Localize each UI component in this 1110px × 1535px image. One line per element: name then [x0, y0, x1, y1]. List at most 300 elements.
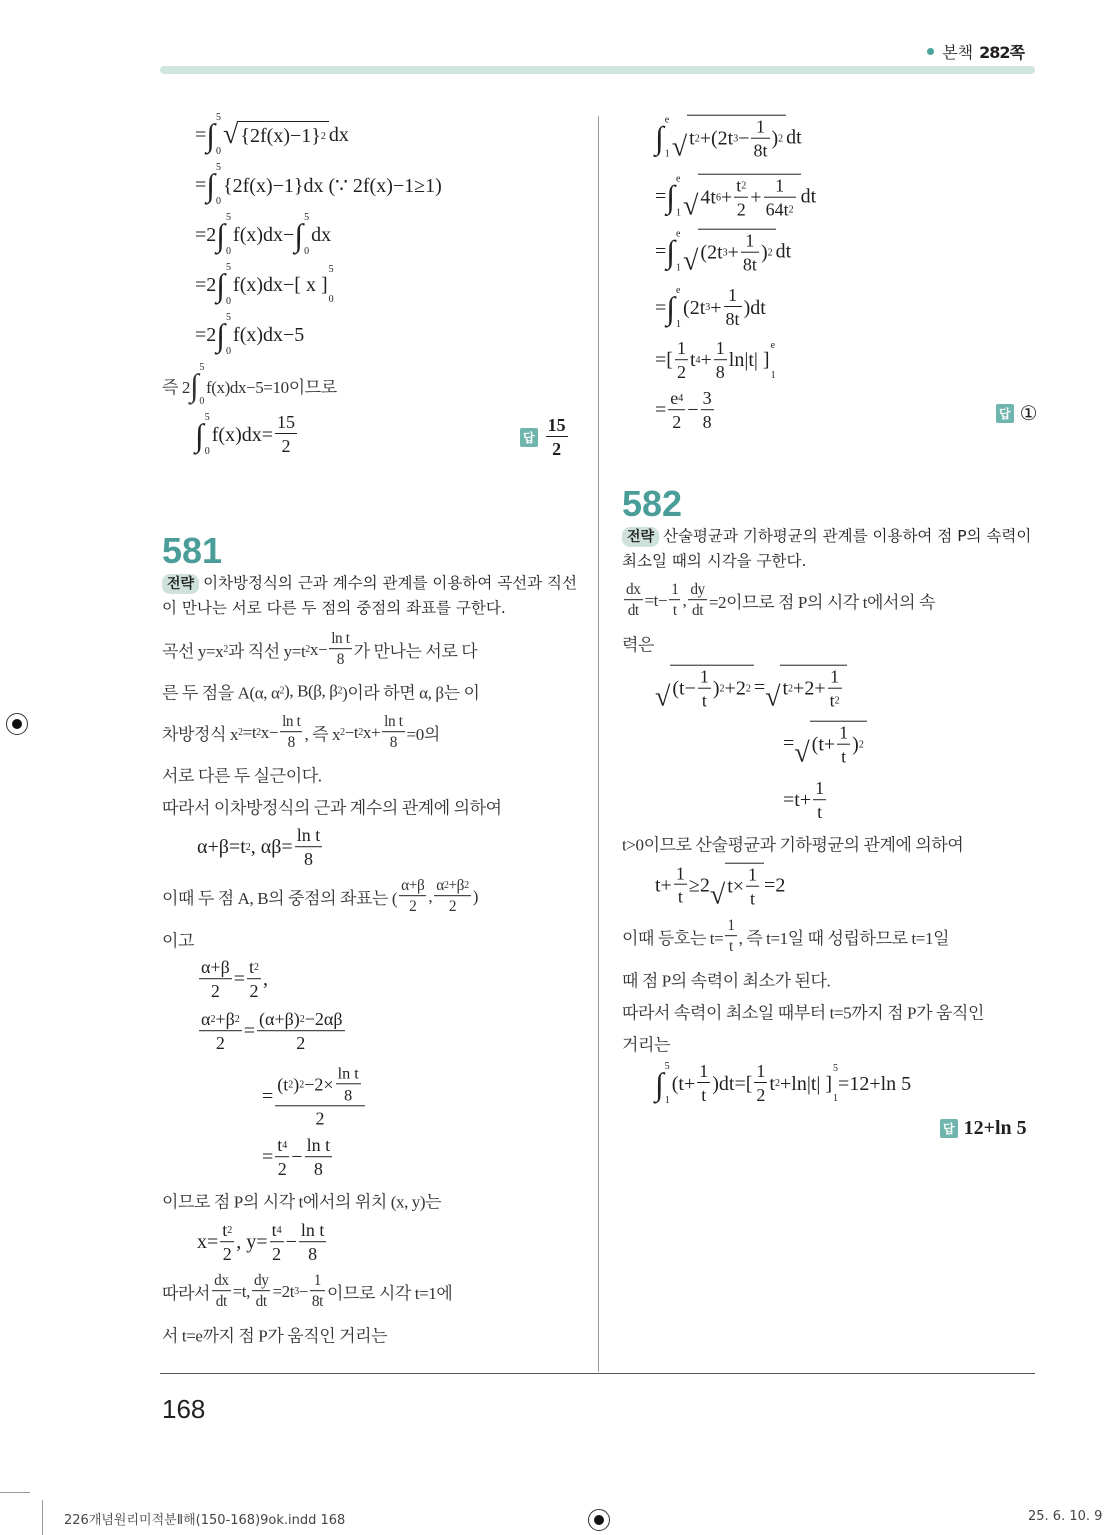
- math-line: [197, 826, 324, 870]
- fraction: [701, 389, 714, 433]
- text-fragment: =2: [195, 273, 217, 296]
- integral-sign-icon: ∫: [666, 234, 676, 270]
- denominator: [724, 306, 742, 330]
- text-line: [162, 631, 477, 669]
- lower-limit: 0: [226, 296, 232, 307]
- superscript: 2: [288, 1079, 294, 1091]
- evaluation-limits: [771, 341, 776, 381]
- superscript: 2: [340, 727, 345, 738]
- text-fragment: 4t: [700, 187, 716, 209]
- integral-limits: [205, 413, 210, 457]
- text-fragment: =t−: [644, 591, 668, 610]
- text-line: [622, 999, 984, 1024]
- denominator: [275, 1156, 289, 1180]
- text-fragment: 1: [675, 863, 685, 884]
- numerator: [828, 668, 841, 688]
- text-fragment: −: [291, 1146, 303, 1169]
- numerator: [336, 1065, 361, 1083]
- fraction: [199, 1010, 242, 1054]
- book-label: 본책: [942, 43, 974, 62]
- text-fragment: t: [701, 690, 707, 711]
- page-reference: [927, 40, 1024, 63]
- text-fragment: t: [249, 957, 255, 978]
- text-fragment: 8t: [753, 140, 768, 161]
- text-fragment: 1: [699, 666, 709, 687]
- text-fragment: x−: [260, 723, 279, 742]
- denominator: [746, 886, 759, 910]
- denominator: [764, 197, 796, 221]
- integral-sign-icon: ∫: [189, 367, 199, 403]
- denominator: [305, 1156, 333, 1180]
- fraction: [813, 779, 826, 823]
- text-fragment: 8t: [725, 309, 740, 329]
- upper-limit: 5: [328, 264, 334, 275]
- fraction: [257, 1010, 344, 1054]
- text-fragment: +2: [724, 678, 746, 700]
- text-line: [162, 762, 322, 787]
- fraction: [310, 1273, 325, 1311]
- answer-value: ①: [1019, 403, 1038, 425]
- superscript: 6: [715, 192, 721, 204]
- text-fragment: ln|t| ]: [728, 349, 770, 372]
- numerator: [270, 1221, 284, 1241]
- text-fragment: dy: [253, 1272, 269, 1290]
- numerator: [252, 1273, 271, 1290]
- denominator: [688, 599, 707, 620]
- text-fragment: =: [262, 1146, 274, 1169]
- upper-limit: 5: [226, 262, 232, 273]
- math-line: [195, 163, 442, 207]
- bottom-rule: [160, 1373, 1035, 1374]
- text-fragment: ,: [682, 591, 687, 610]
- text-fragment: −2αβ: [304, 1009, 343, 1030]
- text-fragment: =2: [195, 323, 217, 346]
- text-fragment: 서 t=e까지 점 P가 움직인 거리는: [162, 1326, 388, 1346]
- strategy-text: 산술평균과 기하평균의 관계를 이용하여 점 P의 속력이 최소일 때의 시각을 구한다.: [622, 527, 1032, 570]
- integral: [216, 213, 231, 257]
- fraction: [199, 958, 232, 1002]
- upper-limit: 5: [664, 1061, 670, 1072]
- text-fragment: α+β: [201, 957, 230, 978]
- math-line: [197, 1010, 347, 1054]
- text-fragment: 2: [672, 412, 682, 432]
- superscript: 2: [223, 644, 228, 655]
- text-fragment: =12+ln 5: [838, 1072, 912, 1095]
- text-fragment: t: [817, 802, 823, 822]
- text-fragment: =0의: [406, 725, 440, 745]
- lower-limit: 0: [199, 396, 204, 407]
- denominator: [310, 1290, 325, 1311]
- integral: [666, 175, 681, 219]
- text-fragment: +ln|t| ]: [779, 1072, 833, 1095]
- denominator: [257, 1030, 344, 1054]
- text-fragment: t: [829, 690, 835, 711]
- math-line: [655, 229, 791, 276]
- denominator: [270, 1241, 284, 1265]
- superscript: 2: [774, 1078, 780, 1089]
- integral: [655, 116, 670, 160]
- superscript: 2: [443, 880, 449, 892]
- text-line: [162, 1188, 441, 1213]
- text-fragment: 력은: [622, 635, 655, 655]
- square-root: [683, 229, 776, 276]
- text-fragment: f(x)dx−: [233, 223, 295, 246]
- text-fragment: 곡선 y=x: [162, 642, 224, 662]
- denominator: [280, 731, 302, 752]
- text-fragment: 1: [728, 285, 738, 306]
- text-fragment: 이므로 점 P의 시각 t에서의 위치 (x, y)는: [162, 1192, 442, 1212]
- fraction: [746, 866, 759, 910]
- superscript: 4: [695, 355, 701, 366]
- integral: [294, 213, 309, 257]
- fraction: [688, 582, 707, 620]
- strategy-text: 이차방정식의 근과 계수의 관계를 이용하여 곡선과 직선이 만나는 서로 다른 두 점의 중점의 좌표를 구한다.: [162, 574, 578, 617]
- numerator: [669, 582, 680, 599]
- text-fragment: dx: [214, 1272, 229, 1290]
- lower-limit: 0: [328, 294, 334, 305]
- denominator: [725, 935, 736, 956]
- header-bar: [160, 66, 1035, 74]
- page-number: 168: [162, 1394, 206, 1424]
- fraction: [220, 1221, 234, 1265]
- text-fragment: 8: [702, 412, 712, 432]
- fraction: [247, 958, 261, 1002]
- registration-mark-icon: [588, 1509, 610, 1531]
- answer-value: 12+ln 5: [963, 1117, 1027, 1139]
- text-fragment: =2: [195, 223, 217, 246]
- text-line: [622, 582, 935, 620]
- text-fragment: =[: [655, 349, 673, 372]
- math-line: [195, 313, 304, 357]
- text-fragment: t>0이므로 산술평균과 기하평균의 관계에 의하여: [622, 835, 964, 855]
- text-fragment: x−: [309, 640, 328, 659]
- fraction: [212, 1273, 231, 1311]
- text-fragment: +: [750, 187, 762, 209]
- fraction: [336, 1065, 361, 1105]
- text-fragment: α: [201, 1009, 211, 1030]
- denominator: [675, 359, 688, 383]
- text-fragment: (t+: [811, 734, 836, 756]
- square-root: [672, 115, 786, 162]
- denominator: [668, 409, 685, 433]
- math-line: [655, 665, 847, 712]
- denominator: [329, 648, 351, 669]
- text-fragment: 1: [839, 722, 849, 743]
- numerator: [199, 958, 232, 978]
- text-fragment: t: [672, 602, 677, 619]
- text-line: [622, 631, 654, 656]
- superscript: 3: [705, 302, 711, 313]
- denominator: [624, 599, 643, 620]
- superscript: 2: [767, 247, 773, 259]
- radical-icon: √: [671, 131, 688, 163]
- fraction: [697, 1062, 710, 1106]
- radicand: [670, 665, 753, 712]
- answer-badge: 답: [940, 1119, 958, 1138]
- fraction: [329, 631, 351, 669]
- text-fragment: 2: [409, 898, 417, 915]
- denominator: [674, 884, 687, 908]
- superscript: 2: [778, 133, 784, 145]
- text-fragment: ): [771, 128, 779, 150]
- integral-sign-icon: ∫: [655, 1066, 664, 1102]
- square-root: [223, 121, 329, 149]
- superscript: 2: [745, 683, 751, 695]
- superscript: 2: [719, 683, 725, 695]
- text-fragment: t: [689, 128, 695, 150]
- text-fragment: dt: [786, 126, 802, 149]
- fraction: [674, 864, 687, 908]
- text-fragment: dt: [255, 1293, 267, 1310]
- text-line: [162, 1273, 452, 1311]
- numerator: [725, 918, 736, 935]
- text-fragment: α+β: [401, 877, 425, 895]
- text-fragment: )이라 하면 α, β는 이: [342, 683, 480, 703]
- denominator: [828, 688, 842, 712]
- integral-sign-icon: ∫: [666, 290, 676, 326]
- numerator: [754, 1062, 767, 1082]
- text-fragment: ln t: [300, 1220, 325, 1241]
- fraction: [295, 826, 323, 870]
- square-root: [765, 665, 847, 712]
- text-fragment: , αβ=: [250, 836, 293, 859]
- text-fragment: ): [293, 1074, 300, 1095]
- text-fragment: dx: [311, 223, 332, 246]
- text-fragment: (t+: [671, 1072, 696, 1095]
- numerator: [220, 1221, 234, 1241]
- text-fragment: =2: [764, 874, 786, 897]
- superscript: 2: [834, 695, 840, 707]
- text-fragment: 8: [303, 849, 313, 869]
- radical-icon: √: [683, 190, 699, 222]
- fraction: [280, 714, 302, 752]
- text-fragment: 8: [389, 734, 397, 751]
- text-line: [622, 918, 949, 956]
- superscript: 2: [858, 739, 864, 751]
- text-fragment: (2t: [700, 242, 723, 264]
- square-root: [655, 665, 754, 712]
- radical-icon: √: [765, 681, 781, 713]
- radicand: [810, 721, 867, 768]
- text-fragment: 2: [296, 1033, 306, 1053]
- denominator: [698, 688, 711, 712]
- text-fragment: 따라서 속력이 최소일 때부터 t=5까지 점 P가 움직인: [622, 1003, 985, 1023]
- text-fragment: f(x)dx−5=10이므로: [205, 377, 337, 397]
- denominator: [434, 895, 470, 916]
- text-line: [162, 878, 478, 916]
- text-fragment: =t+: [783, 789, 812, 812]
- denominator: [199, 978, 232, 1002]
- text-fragment: , 즉 t=1일 때 성립하므로 t=1일: [738, 929, 950, 949]
- numerator: [247, 958, 261, 978]
- denominator: [252, 1290, 271, 1311]
- superscript: 4: [678, 393, 684, 405]
- numerator: [734, 177, 748, 197]
- text-fragment: dx: [626, 581, 641, 599]
- lower-limit: 1: [664, 149, 670, 160]
- math-line: [783, 779, 828, 823]
- text-fragment: f(x)dx−[ x ]: [233, 273, 328, 296]
- math-line: [655, 115, 802, 162]
- radical-icon: √: [794, 737, 810, 769]
- radical-icon: √: [709, 879, 726, 911]
- text-fragment: t: [750, 888, 756, 909]
- text-fragment: ,: [428, 887, 433, 906]
- numerator: [813, 779, 826, 799]
- numerator: [773, 177, 786, 197]
- denominator: [701, 409, 714, 433]
- fraction: [675, 339, 688, 383]
- text-fragment: ≥2: [688, 874, 710, 897]
- text-fragment: )dt=[: [712, 1072, 753, 1095]
- evaluation-limits: [329, 265, 334, 305]
- text-fragment: 2: [281, 436, 291, 456]
- text-fragment: t: [782, 678, 789, 700]
- superscript: 2: [238, 727, 243, 738]
- text-fragment: 8: [287, 734, 295, 751]
- lower-limit: 0: [216, 146, 222, 157]
- denominator: [741, 252, 759, 276]
- upper-limit: e: [770, 340, 776, 351]
- text-fragment: 8: [308, 1244, 318, 1264]
- text-fragment: ): [712, 678, 720, 700]
- integral-sign-icon: ∫: [294, 217, 304, 253]
- math-line: [195, 263, 334, 307]
- numerator: [668, 389, 685, 409]
- text-fragment: )dt: [743, 296, 766, 319]
- numerator: [312, 1273, 323, 1290]
- registration-mark-icon: [6, 713, 28, 735]
- integral-limits: [676, 230, 681, 274]
- text-fragment: 2: [756, 1085, 766, 1105]
- numerator: [546, 416, 568, 436]
- superscript: 2: [279, 685, 285, 696]
- superscript: 3: [294, 1286, 299, 1297]
- text-fragment: 1: [755, 116, 765, 137]
- denominator: [714, 359, 727, 383]
- text-fragment: 15: [277, 412, 296, 433]
- text-fragment: 이고: [162, 931, 195, 951]
- text-fragment: ), B(β, β: [284, 681, 338, 700]
- fraction: [546, 416, 568, 460]
- text-fragment: 1: [699, 1061, 709, 1082]
- text-fragment: =: [243, 1020, 256, 1043]
- superscript: 4: [282, 1140, 288, 1152]
- superscript: 2: [299, 1079, 305, 1091]
- denominator: [199, 1030, 242, 1054]
- math-line: [783, 721, 867, 768]
- integral: [216, 313, 231, 357]
- math-line: [655, 1062, 911, 1106]
- numerator: [688, 582, 707, 599]
- text-fragment: 이때 두 점 A, B의 중점의 좌표는 (: [162, 889, 398, 909]
- superscript: 3: [733, 133, 739, 145]
- numerator: [837, 724, 850, 744]
- denominator: [295, 846, 323, 870]
- integral-limits: [676, 286, 681, 330]
- text-fragment: , 즉 x: [304, 725, 341, 745]
- text-fragment: t: [769, 1072, 775, 1095]
- superscript: 3: [722, 247, 728, 259]
- lower-limit: 1: [676, 319, 682, 330]
- upper-limit: e: [676, 229, 681, 240]
- denominator: [220, 1241, 234, 1265]
- denominator: [669, 599, 680, 620]
- text-line: [162, 794, 502, 819]
- answer-badge: 답: [996, 404, 1014, 423]
- denominator: [275, 1105, 364, 1129]
- text-fragment: t: [277, 1135, 283, 1156]
- text-fragment: 가 만나는 서로 다: [353, 642, 478, 662]
- text-fragment: 2: [215, 1033, 225, 1053]
- numerator: [299, 1221, 327, 1241]
- text-fragment: −2×: [304, 1074, 334, 1095]
- text-fragment: =: [655, 240, 667, 263]
- integral: [666, 230, 681, 274]
- text-fragment: t: [222, 1220, 228, 1241]
- integral: [655, 1062, 670, 1106]
- text-fragment: 1: [745, 230, 755, 251]
- integral-limits: [226, 313, 231, 357]
- crop-mark: [42, 1500, 43, 1535]
- superscript: 2: [464, 880, 469, 892]
- text-fragment: 따라서 이차방정식의 근과 계수의 관계에 의하여: [162, 798, 502, 818]
- footer-file: 226개념원리미적분Ⅱ해(150-168)9ok.indd 168: [64, 1513, 346, 1528]
- integral: [206, 163, 221, 207]
- superscript: 2: [227, 1225, 233, 1237]
- math-line: [655, 174, 816, 221]
- fraction: [837, 724, 850, 768]
- text-fragment: =2이므로 점 P의 시각 t에서의 속: [708, 593, 935, 613]
- superscript: 2: [741, 180, 747, 192]
- text-fragment: 15: [547, 415, 566, 435]
- fraction: [669, 582, 680, 620]
- denominator: [754, 1082, 767, 1106]
- text-fragment: dt: [215, 1293, 227, 1310]
- upper-limit: 5: [304, 212, 310, 223]
- fraction: [434, 878, 470, 916]
- upper-limit: 5: [216, 112, 222, 123]
- integral-limits: [665, 1062, 670, 1106]
- text-fragment: =: [655, 185, 667, 208]
- math-line: [262, 1136, 334, 1180]
- text-fragment: 2: [277, 1159, 287, 1179]
- text-fragment: 2: [210, 981, 220, 1001]
- radicand: [780, 665, 846, 712]
- text-fragment: dy: [690, 581, 705, 599]
- fraction: [724, 286, 742, 330]
- text-fragment: (t−: [672, 678, 696, 700]
- denominator: [299, 1241, 327, 1265]
- text-fragment: −t: [344, 723, 359, 742]
- answer-badge: 답: [520, 428, 538, 447]
- crop-mark: [0, 1492, 30, 1493]
- text-fragment: 8t: [742, 254, 757, 275]
- upper-limit: 5: [226, 212, 232, 223]
- fraction: [382, 714, 404, 752]
- superscript: 2: [694, 133, 700, 145]
- text-fragment: dt: [692, 602, 704, 619]
- upper-limit: e: [664, 115, 670, 126]
- text-fragment: 1: [775, 175, 785, 196]
- text-line: [162, 1322, 387, 1347]
- denominator: [751, 138, 769, 162]
- text-fragment: =: [195, 173, 207, 196]
- upper-limit: 5: [833, 1063, 839, 1074]
- text-fragment: =: [195, 123, 207, 146]
- answer-581: [996, 401, 1038, 426]
- integral-limits: [216, 163, 221, 207]
